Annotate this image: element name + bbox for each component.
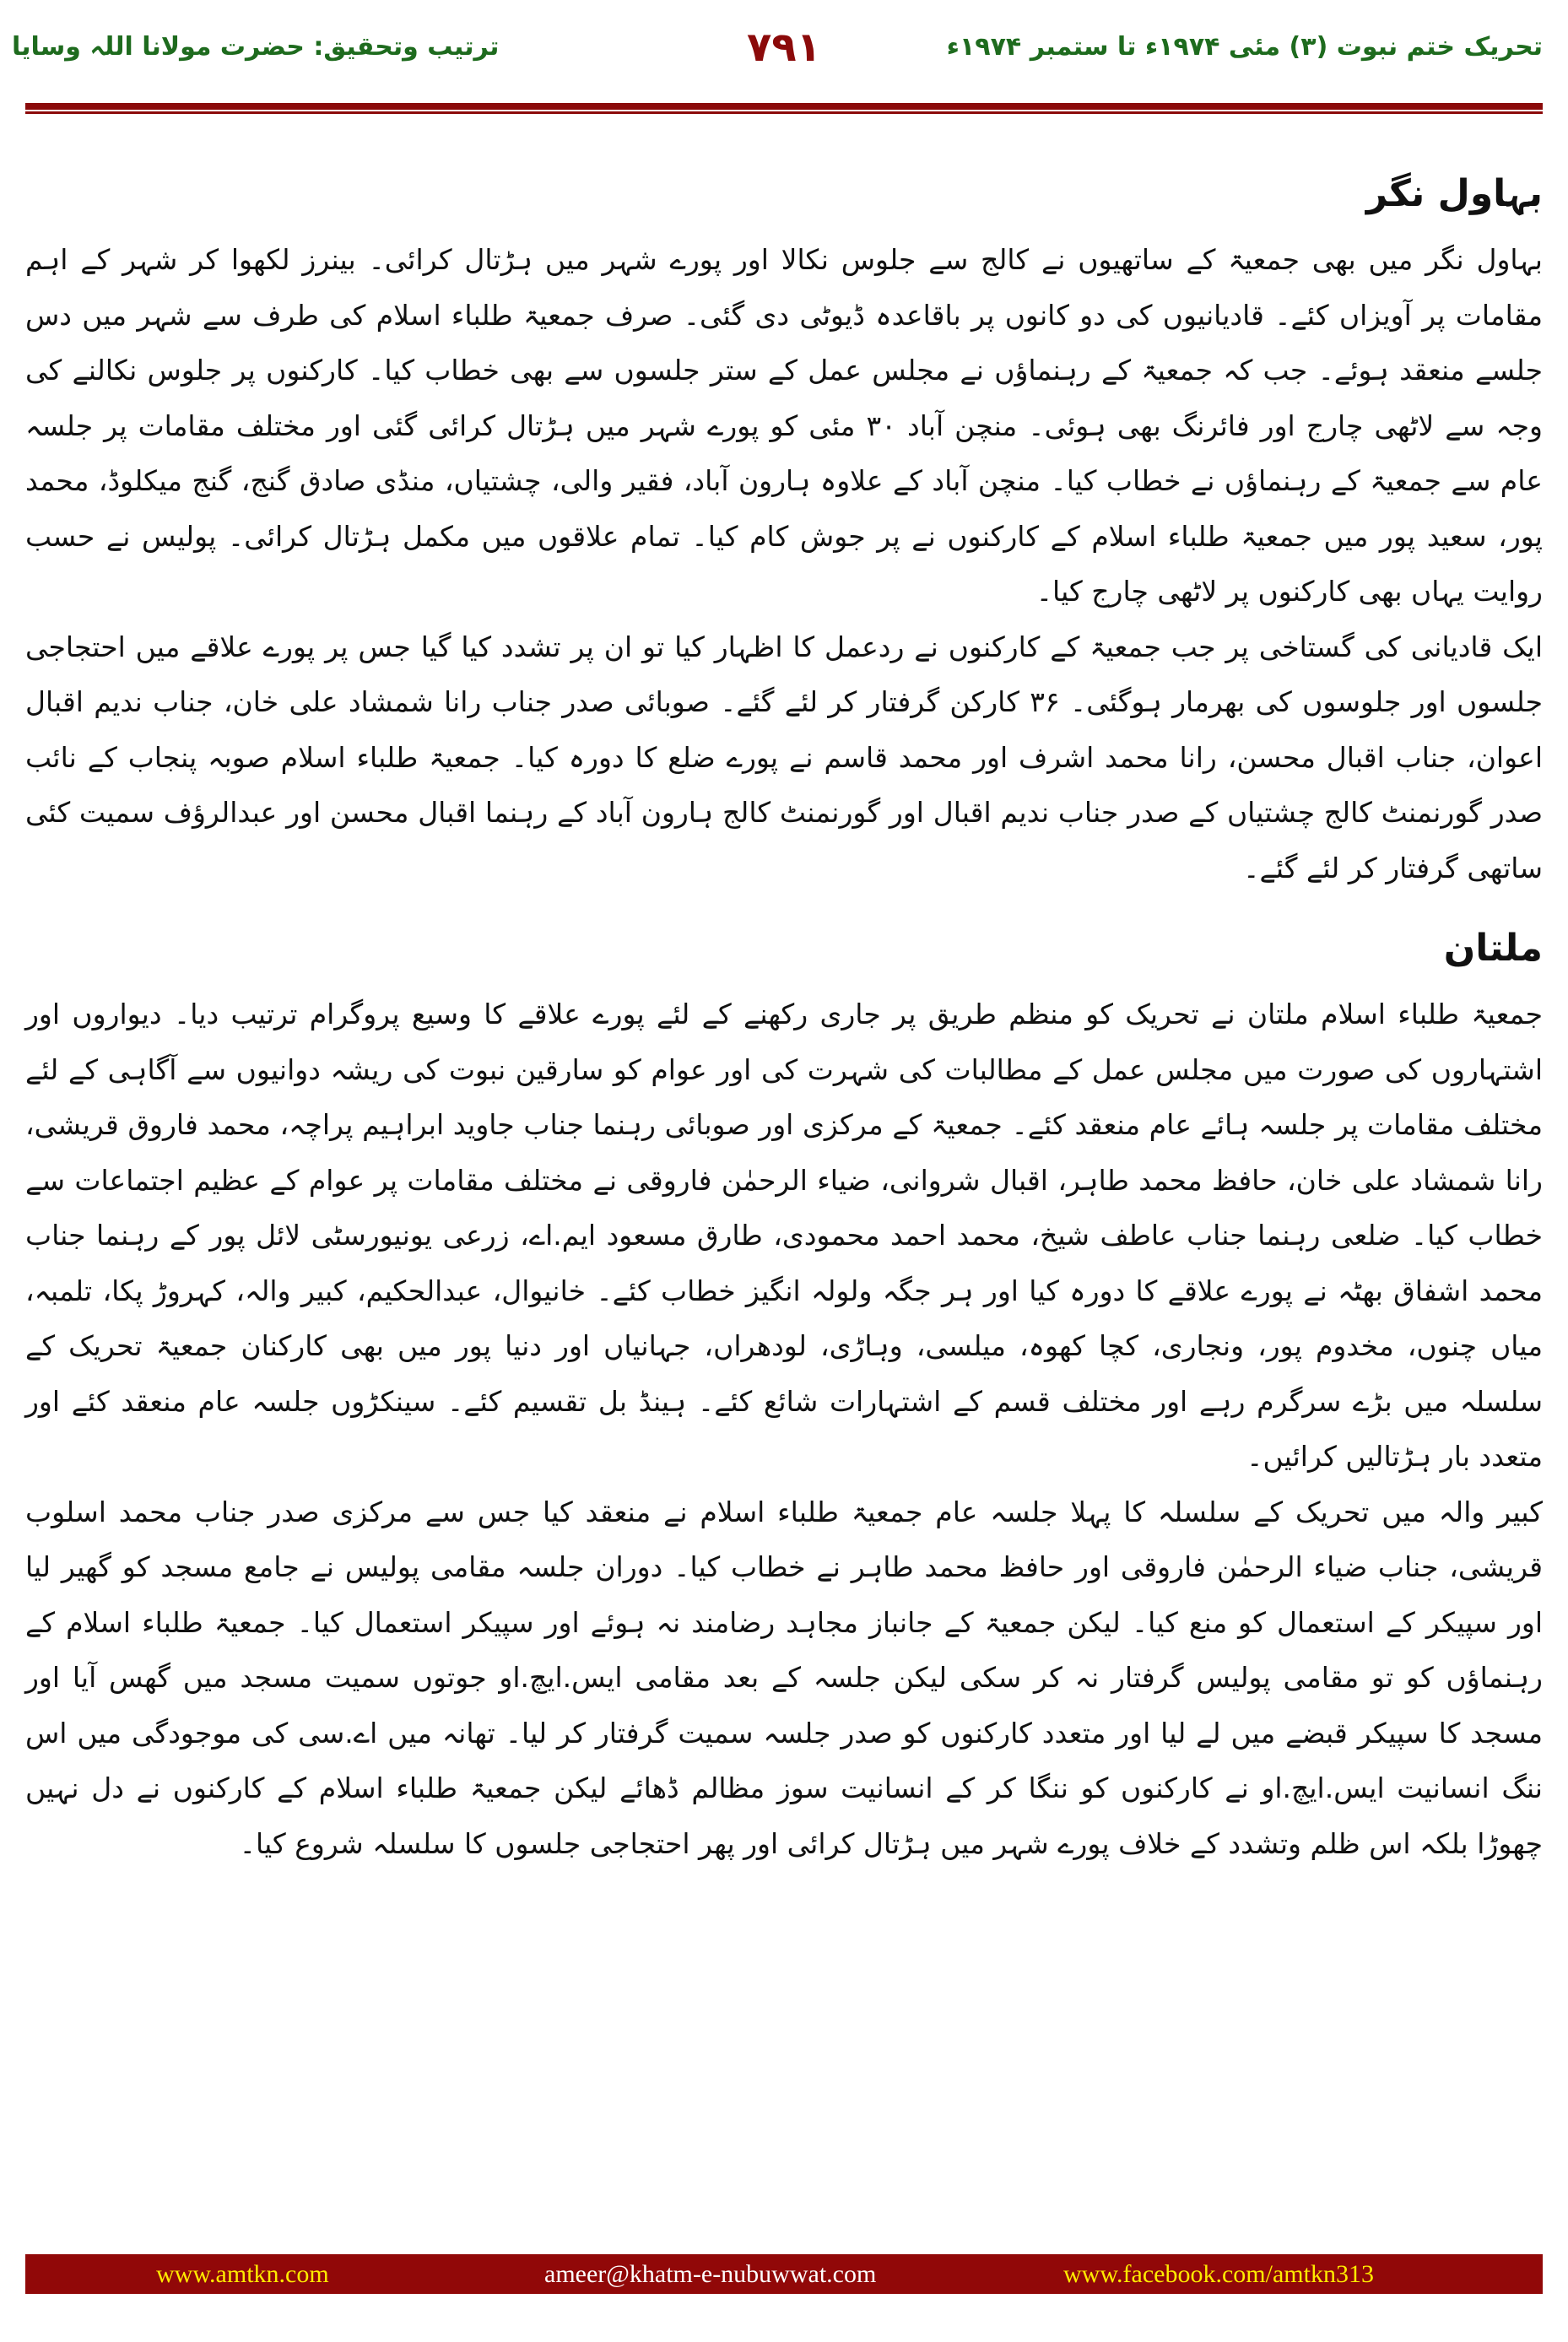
compiler-credit: ترتیب وتحقیق: حضرت مولانا اللہ وسایا <box>12 32 500 62</box>
header-rule-thick <box>25 103 1543 110</box>
header-rule-thin <box>25 111 1543 114</box>
website-link[interactable]: www.amtkn.com <box>156 2259 329 2288</box>
paragraph: ایک قادیانی کی گستاخی پر جب جمعیۃ کے کارکنوں نے ردعمل کا اظہار کیا تو ان پر تشدد کیا گیا جس پر پورے علاقے میں احتجاجی جلسوں اور جلوسوں کی بھرمار ہوگئی۔ ۳۶ کارکن گرفتار کر لئے گئے۔ صوبائی صدر جناب رانا شمشاد علی خان، جناب ندیم اقبال اعوان، جناب اقبال محسن، رانا محمد اشرف اور محمد قاسم نے پورے ضلع کا دورہ کیا۔ جمعیۃ طلباء اسلام صوبہ پنجاب کے نائب صدر گورنمنٹ کالج چشتیاں کے صدر جناب ندیم اقبال اور گورنمنٹ کالج ہارون آباد کے رہنما اقبال محسن اور عبدالرؤف سمیت کئی ساتھی گرفتار کر لئے گئے۔ <box>25 630 1543 884</box>
paragraph: کبیر والہ میں تحریک کے سلسلہ کا پہلا جلسہ عام جمعیۃ طلباء اسلام نے منعقد کیا جس سے مرکزی صدر جناب محمد اسلوب قریشی، جناب ضیاء الرحمٰن فاروقی اور حافظ محمد طاہر نے خطاب کیا۔ دوران جلسہ مقامی پولیس نے جامع مسجد کو گھیر لیا اور سپیکر کے استعمال کو منع کیا۔ لیکن جمعیۃ کے جانباز مجاہد رضامند نہ ہوئے اور سپیکر استعمال کیا۔ جمعیۃ طلباء اسلام کے رہنماؤں کو تو مقامی پولیس گرفتار نہ کر سکی لیکن جلسہ کے بعد مقامی ایس.ایچ.او جوتوں سمیت مسجد میں گھس آیا اور مسجد کا سپیکر قبضے میں لے لیا اور متعدد کارکنوں کو صدر جلسہ سمیت گرفتار کر لیا۔ تھانہ میں اے.سی کی موجودگی میں اس ننگ انسانیت ایس.ایچ.او نے کارکنوں کو ننگا کر کے انسانیت سوز مظالم ڈھائے لیکن جمعیۃ طلباء اسلام کے کارکنوں نے دل نہیں چھوڑا بلکہ اس ظلم وتشدد کے خلاف پورے شہر میں ہڑتال کرائی اور پھر احتجاجی جلسوں کا سلسلہ شروع کیا۔ <box>25 1495 1543 1860</box>
paragraph: بہاول نگر میں بھی جمعیۃ کے ساتھیوں نے کالج سے جلوس نکالا اور پورے شہر میں ہڑتال کرائی۔ بینرز لکھوا کر شہر کے اہم مقامات پر آویزاں کئے۔ قادیانیوں کی دو کانوں پر باقاعدہ ڈیوٹی دی گئی۔ صرف جمعیۃ طلباء اسلام کی طرف سے شہر میں دس جلسے منعقد ہوئے۔ جب کہ جمعیۃ کے رہنماؤں نے مجلس عمل کے ستر جلسوں سے بھی خطاب کیا۔ کارکنوں پر جلوس نکالنے کی وجہ سے لاٹھی چارج اور فائرنگ بھی ہوئی۔ منچن آباد ۳۰ مئی کو پورے شہر میں ہڑتال کرائی گئی اور مختلف مقامات پر جلسہ عام سے جمعیۃ کے رہنماؤں نے خطاب کیا۔ منچن آباد کے علاوہ ہارون آباد، فقیر والی، چشتیاں، منڈی صادق گنج، گنج میکلوڈ، محمد پور، سعید پور میں جمعیۃ طلباء اسلام کے کارکنوں نے پر جوش کام کیا۔ تمام علاقوں میں مکمل ہڑتال کرائی۔ پولیس نے حسب روایت یہاں بھی کارکنوں پر لاٹھی چارج کیا۔ <box>25 243 1543 608</box>
section-heading-bahawalnagar: بہاول نگر <box>1365 172 1543 215</box>
paragraph: جمعیۃ طلباء اسلام ملتان نے تحریک کو منظم طریق پر جاری رکھنے کے لئے پورے علاقے کا وسیع پروگرام ترتیب دیا۔ دیواروں اور اشتہاروں کی صورت میں مجلس عمل کے مطالبات کی شہرت کی اور عوام کو سارقین نبوت کی ریشہ دوانیوں سے آگاہی کے لئے مختلف مقامات پر جلسہ ہائے عام منعقد کئے۔ جمعیۃ کے مرکزی اور صوبائی رہنما جناب جاوید ابراہیم پراچہ، محمد فاروق قریشی، رانا شمشاد علی خان، حافظ محمد طاہر، اقبال شروانی، ضیاء الرحمٰن فاروقی نے مختلف مقامات پر عوام کے عظیم اجتماعات سے خطاب کیا۔ ضلعی رہنما جناب عاطف شیخ، محمد احمد محمودی، طارق مسعود ایم.اے، زرعی یونیورسٹی لائل پور کے رہنما جناب محمد اشفاق بھٹہ نے پورے علاقے کا دورہ کیا اور ہر جگہ ولولہ انگیز خطاب کئے۔ خانیوال، عبدالحکیم، کبیر والہ، کہروڑ پکا، تلمبہ، میاں چنوں، مخدوم پور، ونجاری، کچا کھوہ، میلسی، وہاڑی، لودھراں، جہانیاں اور دنیا پور میں بھی کارکنان جمعیۃ تحریک کے سلسلہ میں بڑے سرگرم رہے اور مختلف قسم کے اشتہارات شائع کئے۔ ہینڈ بل تقسیم کئے۔ سینکڑوں جلسہ عام منعقد کئے اور متعدد بار ہڑتالیں کرائیں۔ <box>25 998 1543 1473</box>
book-title: تحریک ختم نبوت (۳) مئی ۱۹۷۴ء تا ستمبر ۱۹۷۴ء <box>946 32 1543 62</box>
email-link[interactable]: ameer@khatm-e-nubuwwat.com <box>544 2259 877 2288</box>
facebook-link[interactable]: www.facebook.com/amtkn313 <box>1063 2259 1374 2288</box>
page-number: ۷۹۱ <box>747 24 821 71</box>
footer-bar <box>25 2254 1543 2294</box>
page-body <box>25 156 1543 1871</box>
section-heading-multan: ملتان <box>1443 927 1543 970</box>
